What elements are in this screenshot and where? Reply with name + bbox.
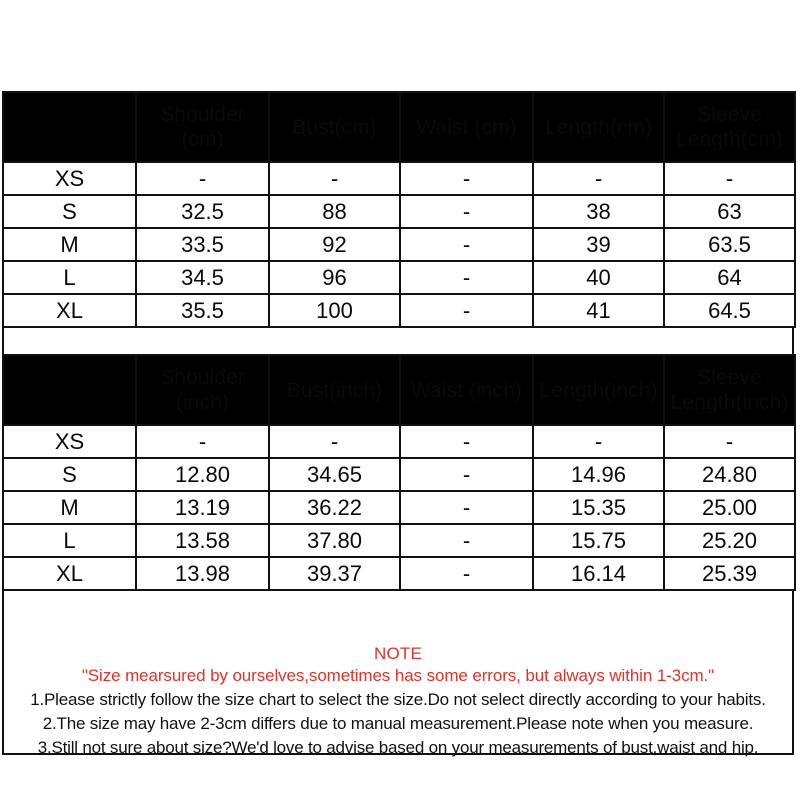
size-chart-container <box>2 91 794 755</box>
header-line-2: Waist (inch) <box>410 378 523 402</box>
cell-bust: - <box>269 162 400 195</box>
cell-waist: - <box>400 195 533 228</box>
cell-size: XL <box>3 294 136 327</box>
cell-length: 41 <box>533 294 664 327</box>
header-line-2: (inch) <box>175 391 230 414</box>
cell-shoulder: - <box>136 425 269 458</box>
size-table-cm-head <box>3 92 795 162</box>
cell-shoulder: - <box>136 162 269 195</box>
column-header-waist <box>400 355 533 425</box>
column-header-shoulder <box>136 355 269 425</box>
cell-size: XL <box>3 557 136 590</box>
header-line-2: (cm) <box>181 128 224 151</box>
cell-bust: 100 <box>269 294 400 327</box>
size-table-inch-body <box>3 425 795 590</box>
header-row <box>3 92 795 162</box>
size-table-inch <box>2 354 796 591</box>
note-section <box>2 591 794 755</box>
cell-waist: - <box>400 557 533 590</box>
cell-waist: - <box>400 261 533 294</box>
cell-length: 16.14 <box>533 557 664 590</box>
cell-bust: 96 <box>269 261 400 294</box>
table-row <box>3 162 795 195</box>
header-line-2: Length(cm) <box>544 115 653 139</box>
table-row <box>3 228 795 261</box>
cell-length: 15.75 <box>533 524 664 557</box>
cell-bust: 34.65 <box>269 458 400 491</box>
cell-length: 40 <box>533 261 664 294</box>
table-row <box>3 557 795 590</box>
cell-shoulder: 34.5 <box>136 261 269 294</box>
size-table-cm <box>2 91 796 328</box>
cell-shoulder: 12.80 <box>136 458 269 491</box>
table-row <box>3 458 795 491</box>
cell-sleeve-length: 25.39 <box>664 557 795 590</box>
column-header-size <box>3 92 136 162</box>
header-line-1: Shoulder <box>160 366 245 389</box>
cell-bust: 39.37 <box>269 557 400 590</box>
column-header-sleeve-length <box>664 92 795 162</box>
cell-size: XS <box>3 425 136 458</box>
cell-length: - <box>533 425 664 458</box>
cell-length: 38 <box>533 195 664 228</box>
column-header-bust <box>269 355 400 425</box>
cell-waist: - <box>400 458 533 491</box>
cell-size: M <box>3 228 136 261</box>
cell-shoulder: 13.58 <box>136 524 269 557</box>
cell-sleeve-length: - <box>664 162 795 195</box>
table-row <box>3 425 795 458</box>
column-header-length <box>533 92 664 162</box>
cell-size: XS <box>3 162 136 195</box>
cell-sleeve-length: 24.80 <box>664 458 795 491</box>
cell-sleeve-length: 25.00 <box>664 491 795 524</box>
table-row <box>3 294 795 327</box>
cell-waist: - <box>400 162 533 195</box>
table-separator <box>2 328 794 354</box>
cell-shoulder: 32.5 <box>136 195 269 228</box>
cell-size: L <box>3 524 136 557</box>
cell-length: 39 <box>533 228 664 261</box>
cell-shoulder: 33.5 <box>136 228 269 261</box>
table-row <box>3 195 795 228</box>
header-line-1: Sleeve <box>697 366 762 389</box>
note-line-2: 2.The size may have 2-3cm differs due to manual measurement.Please note when you measure. <box>42 714 754 733</box>
note-title: NOTE <box>373 644 423 663</box>
cell-shoulder: 13.19 <box>136 491 269 524</box>
cell-sleeve-length: 63.5 <box>664 228 795 261</box>
cell-bust: 36.22 <box>269 491 400 524</box>
cell-sleeve-length: 64 <box>664 261 795 294</box>
table-row <box>3 524 795 557</box>
cell-length: - <box>533 162 664 195</box>
cell-sleeve-length: - <box>664 425 795 458</box>
header-line-1: Sleeve <box>697 103 762 126</box>
cell-length: 14.96 <box>533 458 664 491</box>
header-line-2: Bust(cm) <box>292 115 377 139</box>
cell-size: M <box>3 491 136 524</box>
cell-size: S <box>3 458 136 491</box>
header-line-1: Shoulder <box>160 103 245 126</box>
column-header-shoulder <box>136 92 269 162</box>
size-table-cm-body <box>3 162 795 327</box>
cell-size: L <box>3 261 136 294</box>
cell-length: 15.35 <box>533 491 664 524</box>
cell-bust: - <box>269 425 400 458</box>
note-quote: "Size mearsured by ourselves,sometimes has some errors, but always within 1-3cm." <box>81 666 715 685</box>
cell-shoulder: 35.5 <box>136 294 269 327</box>
cell-waist: - <box>400 524 533 557</box>
cell-waist: - <box>400 294 533 327</box>
column-header-waist <box>400 92 533 162</box>
cell-waist: - <box>400 425 533 458</box>
cell-sleeve-length: 64.5 <box>664 294 795 327</box>
column-header-sleeve-length <box>664 355 795 425</box>
header-row <box>3 355 795 425</box>
header-line-2: Length(inch) <box>539 378 658 402</box>
header-line-2: Bust(inch) <box>286 378 383 402</box>
column-header-length <box>533 355 664 425</box>
header-line-2: Length(inch) <box>670 391 789 414</box>
note-content <box>4 643 792 760</box>
cell-sleeve-length: 25.20 <box>664 524 795 557</box>
cell-waist: - <box>400 491 533 524</box>
cell-waist: - <box>400 228 533 261</box>
cell-bust: 37.80 <box>269 524 400 557</box>
cell-bust: 88 <box>269 195 400 228</box>
header-line-2: Waist (cm) <box>416 115 517 139</box>
note-line-3: 3.Still not sure about size?We'd love to advise based on your measurements of bust,waist and hip. <box>37 738 759 757</box>
column-header-size <box>3 355 136 425</box>
header-line-2: Length(cm) <box>675 128 784 151</box>
size-table-inch-head <box>3 355 795 425</box>
cell-bust: 92 <box>269 228 400 261</box>
column-header-bust <box>269 92 400 162</box>
note-line-1: 1.Please strictly follow the size chart to select the size.Do not select directly according to your habits. <box>30 690 766 709</box>
cell-size: S <box>3 195 136 228</box>
table-row <box>3 261 795 294</box>
cell-shoulder: 13.98 <box>136 557 269 590</box>
cell-sleeve-length: 63 <box>664 195 795 228</box>
table-row <box>3 491 795 524</box>
